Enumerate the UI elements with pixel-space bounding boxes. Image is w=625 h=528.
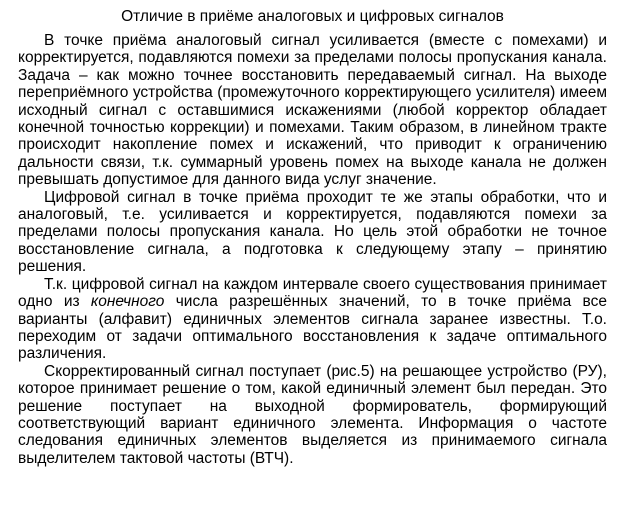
paragraph-finite-values bbox=[18, 276, 607, 363]
document-title: Отличие в приёме аналоговых и цифровых сигналов bbox=[121, 8, 504, 25]
emphasized-word: конечного bbox=[90, 293, 165, 311]
paragraph-digital-reception: Цифровой сигнал в точке приёма проходит те же этапы обработки, что и аналоговый, т.е. усиливается и корректируется, подавляются помехи за пределами полосы пропускания канала. Но цель этой обработки не точное восстановление сигнала, а подготовка к следующему этапу – принятию решения. bbox=[18, 188, 607, 276]
paragraph-text-end: числа разрешённых значений, то в точке приёма все варианты (алфавит) единичных элементов сигнала заранее известны. Т.о. переходим от задачи оптимального восстановления к задаче оптимального различения. bbox=[18, 293, 607, 363]
paragraph-analog-reception: В точке приёма аналоговый сигнал усиливается (вместе с помехами) и корректируется, подавляются помехи за пределами полосы пропускания канала. Задача – как можно точнее восстановить передаваемый сигнал. На выходе переприёмного устройства (промежуточного корректирующего усилителя) имеем исходный сигнал с оставшимися искажениями (любой корректор обладает конечной точностью коррекции) и помехами. Таким образом, в линейном тракте происходит накопление помех и искажений, что приводит к ограничению дальности связи, т.к. суммарный уровень помех на выходе канала не должен превышать допустимое для данного вида услуг значение. bbox=[18, 32, 607, 189]
paragraph-text-start: Т.к. цифровой сигнал на каждом интервале своего существования принимает одно из bbox=[18, 275, 607, 311]
paragraph-decision-device: Скорректированный сигнал поступает (рис.5) на решающее устройство (РУ), которое принимает решение о том, какой единичный элемент был передан. Это решение поступает на выходной формирователь, формирующий соответствующий вариант единичного элемента. Информация о частоте следования единичных элементов выделяется из принимаемого сигнала выделителем тактовой частоты (ВТЧ). bbox=[18, 362, 607, 467]
